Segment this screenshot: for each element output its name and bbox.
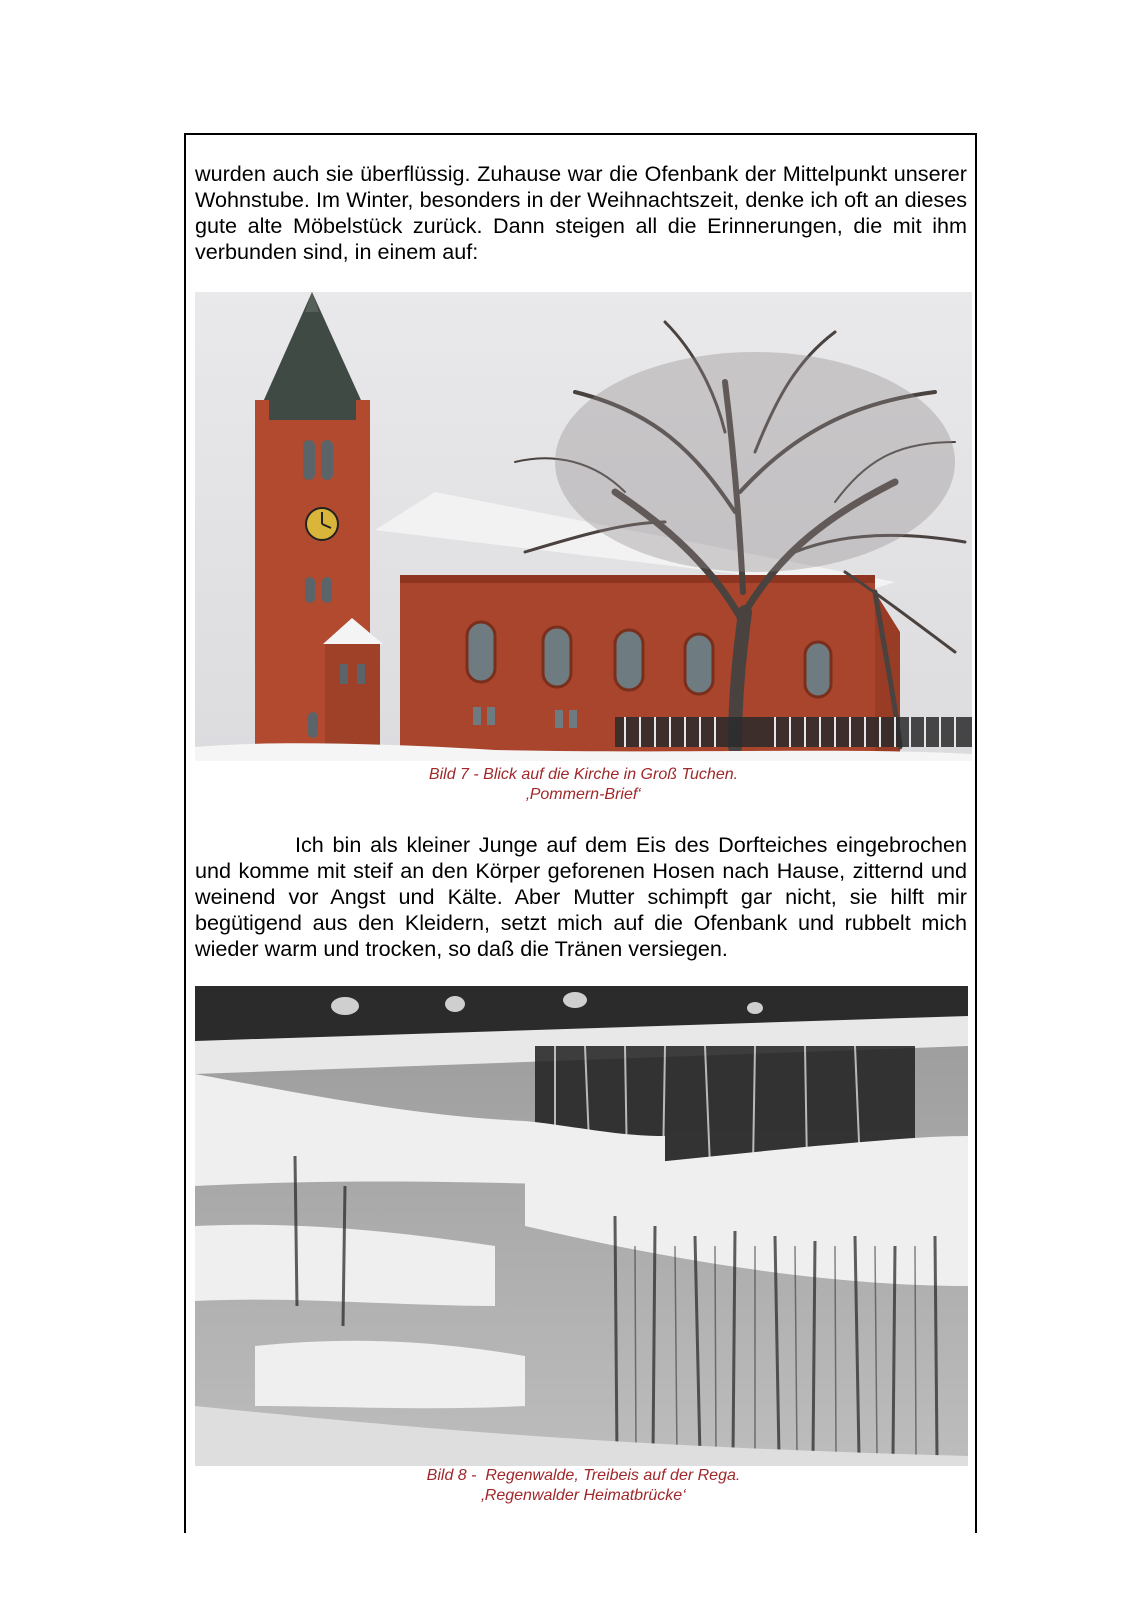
paragraph-1: wurden auch sie überflüssig. Zuhause war die Ofenbank der Mittelpunkt unserer Wohnstube. Im Winter, besonders in der Weihnachtszeit, denke ich oft an dieses gute alte Möbelstück zurück. Dann steigen all die Erinnerungen, die mit ihm verbunden sind, in einem auf: — [195, 161, 967, 264]
paragraph-2 — [195, 832, 967, 962]
figure-1-caption — [195, 765, 972, 805]
figure-1-caption-line-2: ‚Pommern-Brief‘ — [526, 786, 641, 803]
figure-2-caption-line-2: ‚Regenwalder Heimatbrücke‘ — [481, 1487, 686, 1504]
figure-2-caption-line-1: Bild 8 - Regenwalde, Treibeis auf der Rega. — [426, 1467, 741, 1484]
church-photo — [195, 292, 972, 761]
paragraph-2-text: Ich bin als kleiner Junge auf dem Eis des Dorfteiches eingebrochen und komme mit steif an den Körper geforenen Hosen nach Hause, zitternd und weinend vor Angst und Kälte. Aber Mutter schimpft gar nicht, sie hilft mir begütigend aus den Kleidern, setzt mich auf die Ofenbank und rubbelt mich wieder warm und trocken, so daß die Tränen versiegen. — [195, 832, 967, 961]
river-ice-photo — [195, 986, 968, 1466]
figure-1-caption-line-1: Bild 7 - Blick auf die Kirche in Groß Tuchen. — [428, 766, 739, 783]
figure-2-caption — [195, 1466, 972, 1506]
